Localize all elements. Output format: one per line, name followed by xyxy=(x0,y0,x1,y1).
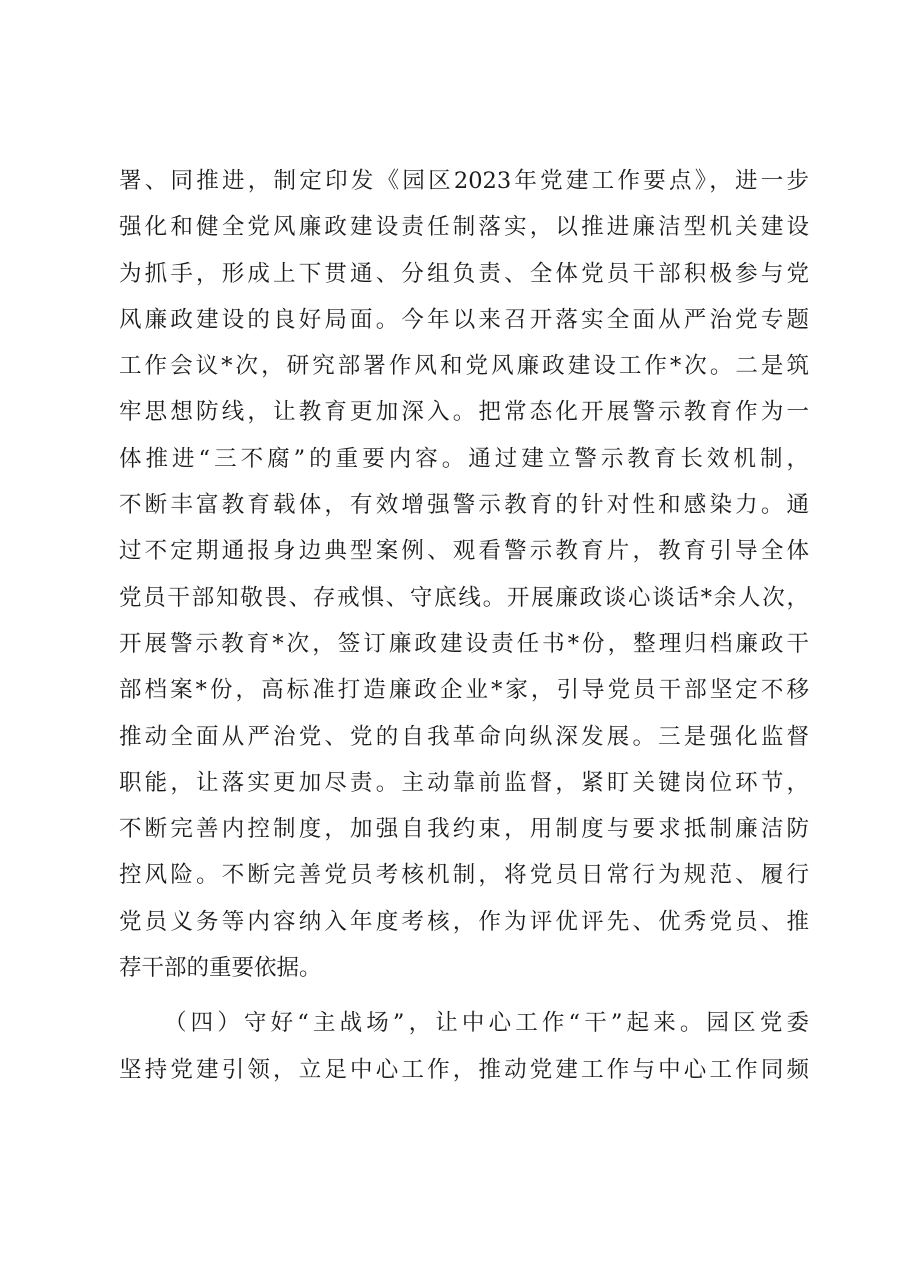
text-line: 控风险。不断完善党员考核机制，将党员日常行为规范、履行 xyxy=(119,862,809,889)
text-line: 风廉政建设的良好局面。今年以来召开落实全面从严治党专题 xyxy=(119,306,809,333)
text-line: 推动全面从严治党、党的自我革命向纵深发展。三是强化监督 xyxy=(119,723,809,750)
text-line: 不断完善内控制度，加强自我约束，用制度与要求抵制廉洁防 xyxy=(119,816,809,843)
text-line: 党员干部知敬畏、存戒惧、守底线。开展廉政谈心谈话*余人次， xyxy=(119,584,809,611)
text-line: 署、同推进，制定印发《园区2023年党建工作要点》，进一步 xyxy=(119,168,809,194)
text-line: 强化和健全党风廉政建设责任制落实，以推进廉洁型机关建设 xyxy=(119,214,809,241)
text-line: 工作会议*次，研究部署作风和党风廉政建设工作*次。二是筑 xyxy=(119,353,809,380)
text-line: 牢思想防线，让教育更加深入。把常态化开展警示教育作为一 xyxy=(119,399,809,426)
text-line: 为抓手，形成上下贯通、分组负责、全体党员干部积极参与党 xyxy=(119,260,809,287)
text-line: 荐干部的重要依据。 xyxy=(119,955,322,982)
text-line: 坚持党建引领，立足中心工作，推动党建工作与中心工作同频 xyxy=(119,1056,809,1083)
text-line: 职能，让落实更加尽责。主动靠前监督，紧盯关键岗位环节， xyxy=(119,769,809,796)
paragraph-gap xyxy=(119,991,809,1000)
text-line: 不断丰富教育载体，有效增强警示教育的针对性和感染力。通 xyxy=(119,492,809,519)
body-text xyxy=(119,158,809,1093)
text-line: （四）守好“主战场”，让中心工作“干”起来。园区党委 xyxy=(164,1010,809,1037)
text-line: 过不定期通报身边典型案例、观看警示教育片，教育引导全体 xyxy=(119,538,809,565)
text-line: 体推进“三不腐”的重要内容。通过建立警示教育长效机制， xyxy=(119,445,809,472)
paragraph xyxy=(119,1000,809,1093)
paragraph xyxy=(119,158,809,991)
text-line: 党员义务等内容纳入年度考核，作为评优评先、优秀党员、推 xyxy=(119,908,809,935)
text-line: 部档案*份，高标准打造廉政企业*家，引导党员干部坚定不移 xyxy=(119,677,809,704)
text-line: 开展警示教育*次，签订廉政建设责任书*份，整理归档廉政干 xyxy=(119,630,809,657)
